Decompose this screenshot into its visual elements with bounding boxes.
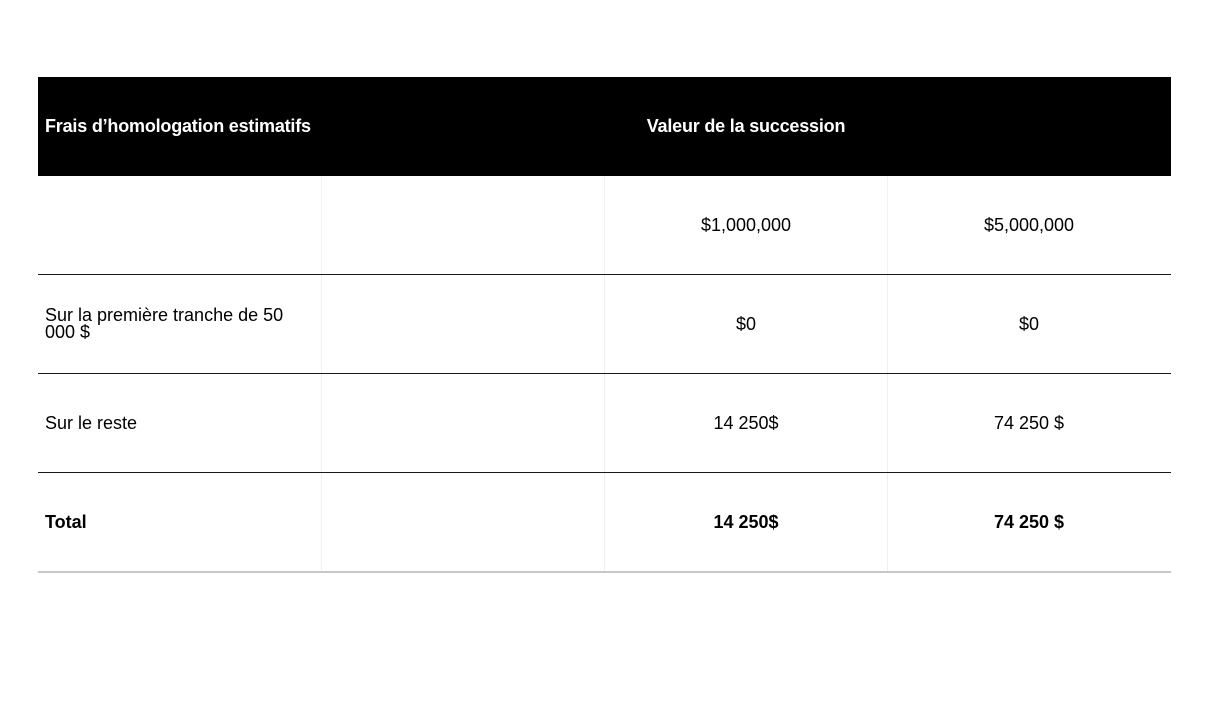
cell-value-2: 74 250 $ [887,374,1170,472]
row-label: Sur la première tranche de 50 000 $ [45,305,284,342]
table-row-first-tranche [38,274,1171,373]
table-row-remainder [38,373,1171,472]
estate-value-2: $5,000,000 [887,176,1170,274]
total-value-2: 74 250 $ [887,473,1170,571]
blank-cell [321,374,604,472]
blank-cell [321,473,604,571]
total-value-1: 14 250$ [604,473,887,571]
header-title: Valeur de la succession [646,116,846,136]
table-header [38,77,1171,176]
cell-value-2: $0 [887,275,1170,373]
row-label: Sur le reste [45,412,138,433]
row-label: Total [45,511,87,532]
table-row-estate-values [38,176,1171,274]
probate-fees-table [38,77,1171,573]
header-label: Frais d’homologation estimatifs [45,116,311,136]
cell-value-1: $0 [604,275,887,373]
estate-value-1: $1,000,000 [604,176,887,274]
header-title-cell [321,77,1171,176]
row-label [38,176,321,274]
table-row-total [38,472,1171,573]
blank-cell [321,275,604,373]
blank-cell [321,176,604,274]
cell-value-1: 14 250$ [604,374,887,472]
